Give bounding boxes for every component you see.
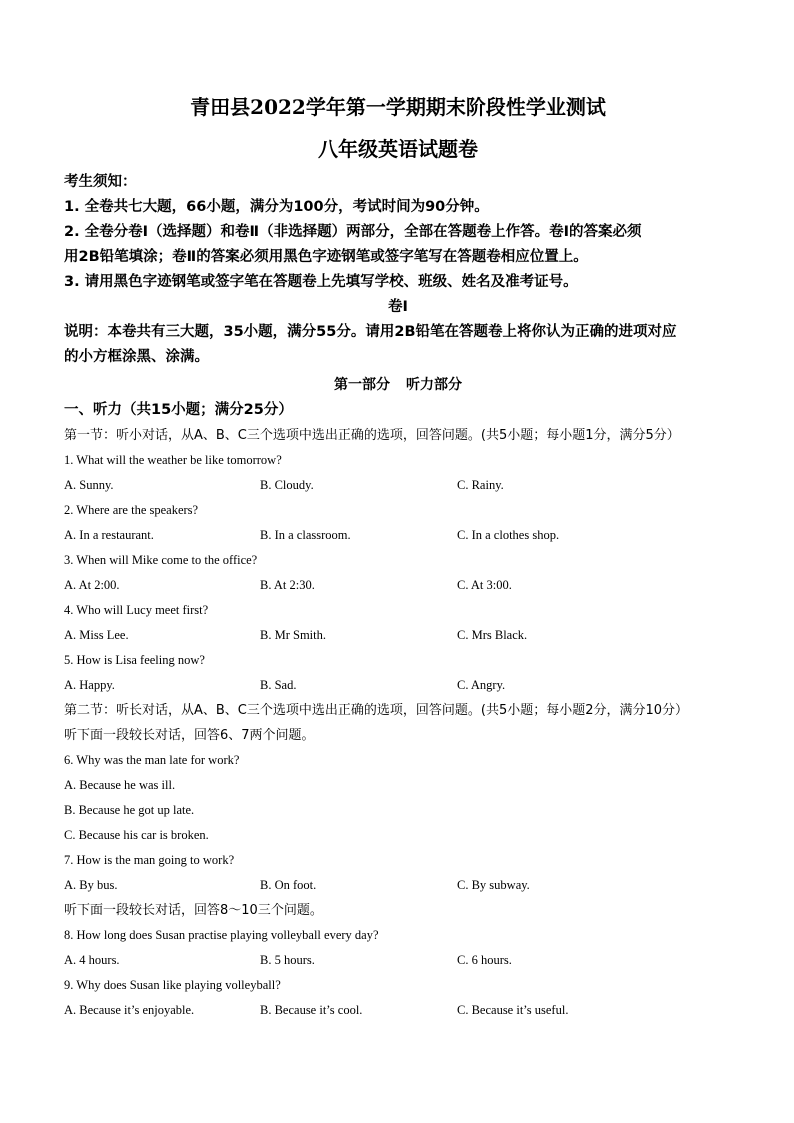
instruction-item-3: 3. 请用黑色字迹钢笔或签字笔在答题卷上先填写学校、班级、姓名及准考证号。 — [64, 274, 578, 290]
option-b: B. Sad. — [260, 678, 297, 692]
part-1-label: 第一部分 — [334, 377, 390, 393]
instruction-item-2-line-2: 用2B铅笔填涂；卷Ⅱ的答案必须用黑色字迹钢笔或签字笔写在答题卷相应位置上。 — [64, 249, 588, 265]
option-c: C. Rainy. — [457, 478, 504, 492]
option-a: A. By bus. — [64, 878, 118, 892]
option-a: A. 4 hours. — [64, 953, 120, 967]
option-c: C. By subway. — [457, 878, 530, 892]
option-b: B. On foot. — [260, 878, 317, 892]
volume-1-note-line-2: 的小方框涂黑、涂满。 — [64, 349, 209, 365]
instructions — [64, 170, 732, 295]
option-a: A. Happy. — [64, 678, 115, 692]
option-b: B. In a classroom. — [260, 528, 351, 542]
question-5-options — [64, 673, 732, 698]
dialog-intro-b: 听下面一段较长对话，回答8～10三个问题。 — [64, 903, 323, 918]
option-b: B. Mr Smith. — [260, 628, 326, 642]
option-b: B. Because it’s cool. — [260, 1003, 363, 1017]
option-a: A. Sunny. — [64, 478, 114, 492]
question-4-options — [64, 623, 732, 648]
option-a: A. At 2:00. — [64, 578, 120, 592]
question-9: 9. Why does Susan like playing volleyball? — [64, 978, 281, 992]
question-3: 3. When will Mike come to the office? — [64, 553, 258, 567]
instructions-heading: 考生须知： — [64, 174, 137, 190]
section-1-sub-2-instruction: 第二节：听长对话，从A、B、C三个选项中选出正确的选项，回答问题。(共5小题；每小题2分，满分10分） — [64, 703, 689, 718]
question-8: 8. How long does Susan practise playing volleyball every day? — [64, 928, 379, 942]
volume-1-note-line-1: 说明：本卷共有三大题，35小题，满分55分。请用2B铅笔在答题卷上将你认为正确的进项对应 — [64, 324, 677, 340]
option-b: B. 5 hours. — [260, 953, 315, 967]
instruction-item-2-line-1: 2. 全卷分卷Ⅰ（选择题）和卷Ⅱ（非选择题）两部分，全部在答题卷上作答。卷Ⅰ的答案必须 — [64, 224, 642, 240]
question-2: 2. Where are the speakers? — [64, 503, 199, 517]
instruction-item-1: 1. 全卷共七大题，66小题，满分为100分，考试时间为90分钟。 — [64, 199, 489, 215]
option-b: B. Cloudy. — [260, 478, 314, 492]
question-1: 1. What will the weather be like tomorrow? — [64, 453, 282, 467]
part-1-heading — [64, 372, 732, 398]
question-7-options — [64, 873, 732, 898]
option-b: B. At 2:30. — [260, 578, 315, 592]
option-c: C. At 3:00. — [457, 578, 512, 592]
question-6: 6. Why was the man late for work? — [64, 753, 240, 767]
question-7: 7. How is the man going to work? — [64, 853, 235, 867]
question-6-option-a: A. Because he was ill. — [64, 778, 176, 792]
question-9-options — [64, 998, 732, 1023]
section-1-sub-1-instruction: 第一节：听小对话，从A、B、C三个选项中选出正确的选项，回答问题。(共5小题；每小题1分，满分5分） — [64, 428, 680, 443]
question-1-options — [64, 473, 732, 498]
option-c: C. Angry. — [457, 678, 506, 692]
part-1-name: 听力部分 — [406, 377, 462, 393]
question-5: 5. How is Lisa feeling now? — [64, 653, 205, 667]
question-2-options — [64, 523, 732, 548]
exam-page — [64, 92, 732, 1023]
option-a: A. Because it’s enjoyable. — [64, 1003, 195, 1017]
dialog-intro-a: 听下面一段较长对话，回答6、7两个问题。 — [64, 728, 315, 743]
option-a: A. In a restaurant. — [64, 528, 154, 542]
option-c: C. In a clothes shop. — [457, 528, 560, 542]
exam-subtitle: 八年级英语试题卷 — [318, 137, 478, 161]
question-6-option-b: B. Because he got up late. — [64, 803, 195, 817]
question-6-option-c: C. Because his car is broken. — [64, 828, 209, 842]
option-a: A. Miss Lee. — [64, 628, 129, 642]
option-c: C. 6 hours. — [457, 953, 512, 967]
option-c: C. Mrs Black. — [457, 628, 528, 642]
question-4: 4. Who will Lucy meet first? — [64, 603, 209, 617]
volume-1-label: 卷Ⅰ — [388, 299, 408, 315]
exam-title: 青田县2022学年第一学期期末阶段性学业测试 — [190, 95, 606, 119]
option-c: C. Because it’s useful. — [457, 1003, 569, 1017]
question-8-options — [64, 948, 732, 973]
question-3-options — [64, 573, 732, 598]
section-1-heading: 一、听力（共15小题；满分25分） — [64, 402, 293, 418]
